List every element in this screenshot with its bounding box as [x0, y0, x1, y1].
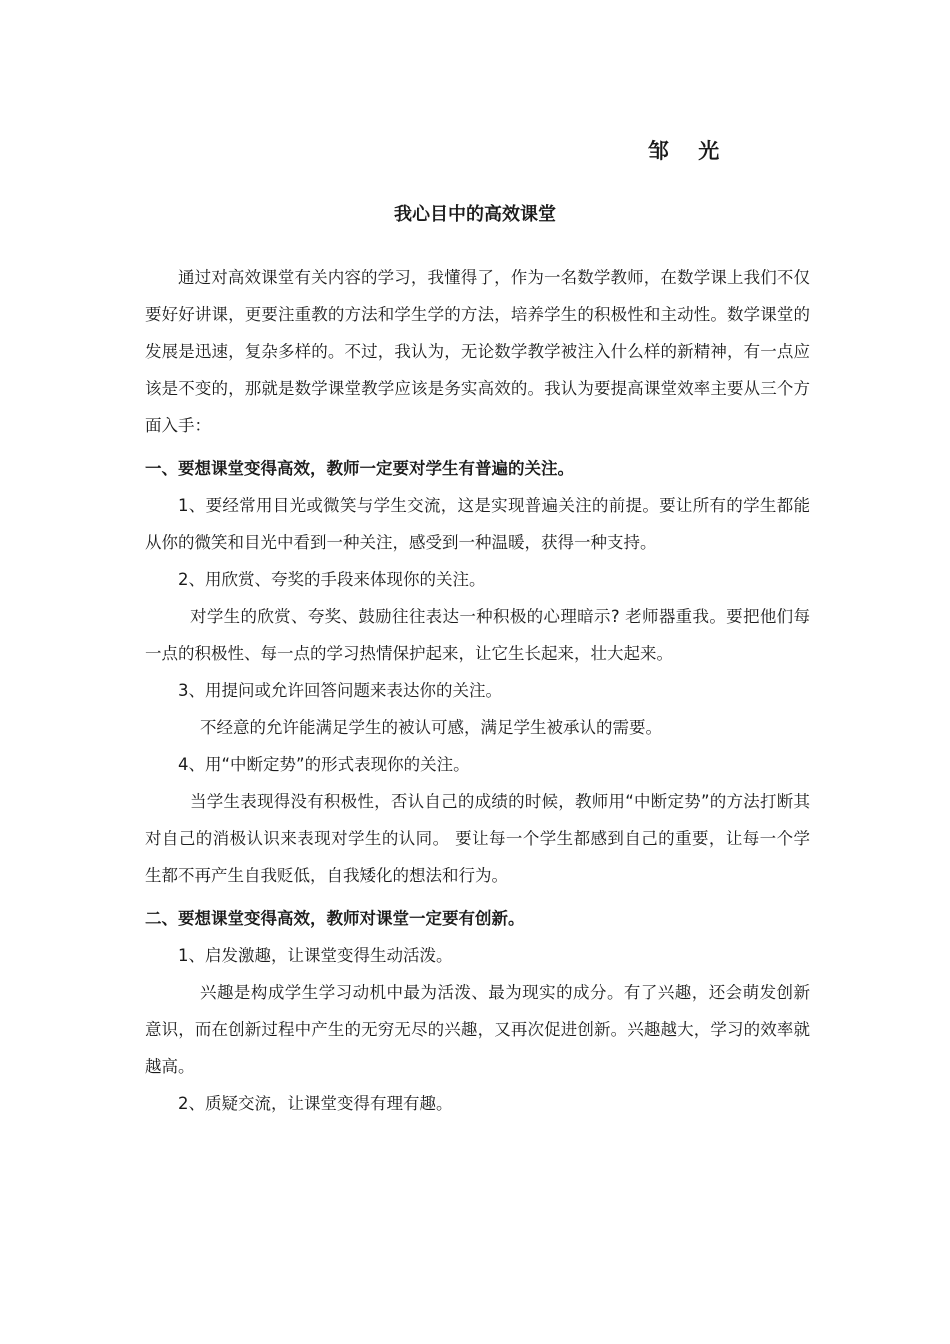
section-1-item-3: 3、用提问或允许回答问题来表达你的关注。 [178, 681, 502, 700]
section-1-item-2: 2、用欣赏、夸奖的手段来体现你的关注。 [178, 570, 486, 589]
document-body [145, 259, 810, 1122]
section-heading-2: 二、要想课堂变得高效，教师对课堂一定要有创新。 [145, 909, 525, 928]
section-2-item-2: 2、质疑交流，让课堂变得有理有趣。 [178, 1094, 453, 1113]
section-1-item-4: 4、用“中断定势”的形式表现你的关注。 [178, 755, 470, 774]
section-1-item-4-body: 当学生表现得没有积极性，否认自己的成绩的时候，教师用“中断定势”的方法打断其对自己的消极认识来表现对学生的认同。 要让每一个学生都感到自己的重要，让每一个学生都不再产生自我贬低，自我矮化的想法和行为。 [145, 792, 810, 885]
intro-paragraph: 通过对高效课堂有关内容的学习，我懂得了，作为一名数学教师，在数学课上我们不仅要好好讲课，更要注重教的方法和学生学的方法，培养学生的积极性和主动性。数学课堂的发展是迅速，复杂多样的。不过，我认为，无论数学教学被注入什么样的新精神，有一点应该是不变的，那就是数学课堂教学应该是务实高效的。我认为要提高课堂效率主要从三个方面入手： [145, 268, 810, 435]
section-1-item-1: 1、要经常用目光或微笑与学生交流，这是实现普遍关注的前提。要让所有的学生都能从你的微笑和目光中看到一种关注，感受到一种温暖，获得一种支持。 [145, 496, 810, 552]
section-2-item-1: 1、启发激趣，让课堂变得生动活泼。 [178, 946, 453, 965]
author-name: 邹 光 [648, 139, 720, 163]
document-title: 我心目中的高效课堂 [394, 204, 556, 225]
section-1-item-3-body: 不经意的允许能满足学生的被认可感，满足学生被承认的需要。 [200, 718, 662, 737]
section-heading-1: 一、要想课堂变得高效，教师一定要对学生有普遍的关注。 [145, 459, 574, 478]
section-2-item-1-body: 兴趣是构成学生学习动机中最为活泼、最为现实的成分。有了兴趣，还会萌发创新意识，而在创新过程中产生的无穷无尽的兴趣，又再次促进创新。兴趣越大，学习的效率就越高。 [145, 983, 810, 1076]
section-1-item-2-body: 对学生的欣赏、夸奖、鼓励往往表达一种积极的心理暗示? 老师器重我。要把他们每一点的积极性、每一点的学习热情保护起来，让它生长起来，壮大起来。 [145, 607, 810, 663]
